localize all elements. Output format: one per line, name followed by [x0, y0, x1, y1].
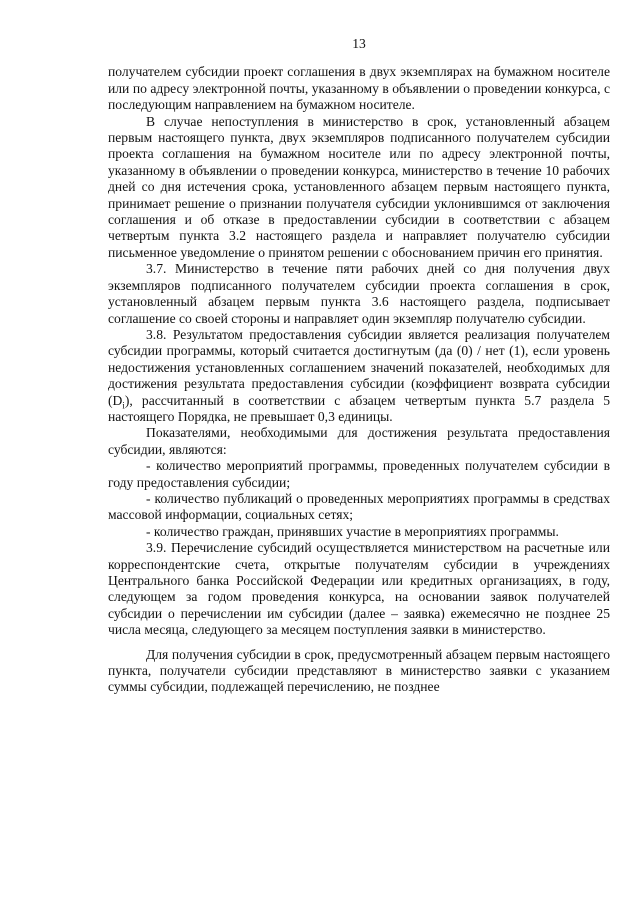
paragraph-last: Для получения субсидии в срок, предусмотренный абзацем первым настоящего пункта, получатели субсидии представляют в министерство заявки с указанием суммы субсидии, подлежащей перечислению, не позднее	[108, 646, 610, 695]
list-item-participants: - количество граждан, принявших участие в мероприятиях программы.	[146, 523, 559, 539]
paragraph-2: В случае непоступления в министерство в срок, установленный абзацем первым настоящего пункта, двух экземпляров подписанного получателем субсидии проекта соглашения на бумажном носителе или по адресу электронной почты, указанному в объявлении о проведении конкурса, министерство в течение 10 рабочих дней со дня истечения срока, установленного абзацем первым настоящего пункта, принимает решение о признании получателя субсидии уклонившимся от заключения соглашения и об отказе в предоставлении субсидии в соответствии с абзацем четвертым пункта 3.2 настоящего раздела и направляет получателю субсидии письменное уведомление о принятом решении с обоснованием причин его принятия.	[108, 113, 610, 260]
document-page	[108, 36, 610, 696]
paragraph-3-9: 3.9. Перечисление субсидий осуществляется министерством на расчетные или корреспондентские счета, открытые получателям субсидии в учреждениях Центрального банка Российской Федерации или кредитных организациях, в году, следующем за годом проведения конкурса, на основании заявок получателей субсидии о перечислении им субсидии (далее – заявка) ежемесячно не позднее 25 числа месяца, следующего за месяцем поступления заявки в министерство.	[108, 540, 610, 638]
paragraph-3-7: 3.7. Министерство в течение пяти рабочих дней со дня получения двух экземпляров подписанного получателем субсидии проекта соглашения в срок, установленный абзацем первым пункта 3.6 настоящего раздела, подписывает соглашение со своей стороны и направляет один экземпляр получателю субсидии.	[108, 261, 610, 326]
list-item-publications: - количество публикаций о проведенных мероприятиях программы в средствах массовой информации, социальных сетях;	[108, 490, 610, 523]
paragraph-1: получателем субсидии проект соглашения в двух экземплярах на бумажном носителе или по адресу электронной почты, указанному в объявлении о проведении конкурса, с последующим направлением на бумажном носителе.	[108, 64, 610, 113]
paragraph-3-8-part-2: ), рассчитанный в соответствии с абзацем четвертым пункта 5.7 раздела 5 настоящего Порядка, не превышает 0,3 единицы.	[108, 392, 610, 424]
paragraph-indicators: Показателями, необходимыми для достижения результата предоставления субсидии, являются:	[108, 425, 610, 457]
list-item-events: - количество мероприятий программы, проведенных получателем субсидии в году предоставления субсидии;	[108, 458, 610, 490]
paragraph-3-8-part-1: 3.8. Результатом предоставления субсидии является реализация получателем субсидии программы, который считается достигнутым (да (0) / нет (1), если уровень недостижения установленных соглашением значений показателей, необходимых для достижения результата предоставления субсидии (коэффициент возврата субсидии (D	[108, 326, 610, 408]
paragraph-3-8	[108, 327, 610, 425]
page-number: 13	[352, 36, 366, 51]
subscript-i: i	[122, 400, 125, 411]
